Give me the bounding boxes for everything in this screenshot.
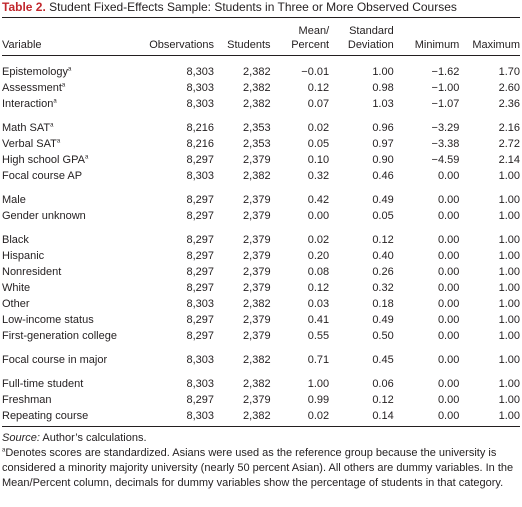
cell-observations: 8,297	[186, 210, 215, 222]
cell-observations: 8,303	[186, 378, 215, 390]
footnote-mark: a	[2, 447, 6, 454]
cell-students: 2,379	[243, 194, 271, 206]
table-row	[2, 312, 520, 328]
table-row	[2, 80, 520, 96]
cell-standard-deviation: 0.32	[372, 282, 394, 294]
cell-students: 2,382	[243, 82, 271, 94]
cell-maximum: 1.00	[498, 266, 520, 278]
cell-maximum: 1.00	[498, 210, 520, 222]
table-row	[2, 248, 520, 264]
source-text: Author’s calculations.	[42, 432, 147, 444]
cell-maximum: 2.16	[498, 122, 520, 134]
cell-standard-deviation: 0.14	[329, 408, 394, 427]
cell-students: 2,379	[243, 234, 271, 246]
cell-students: 2,379	[243, 250, 271, 262]
cell-students: 2,379	[243, 282, 271, 294]
cell-students: 2,382	[243, 354, 271, 366]
cell-students: 2,382	[243, 98, 271, 110]
footnote-marker: a	[61, 82, 66, 89]
table-row	[2, 296, 520, 312]
cell-minimum: 0.00	[437, 234, 460, 246]
cell-observations: 8,303	[186, 66, 215, 78]
table-row	[2, 280, 520, 296]
cell-observations: 8,303	[186, 298, 215, 310]
cell-mean-percent: 0.10	[307, 154, 330, 166]
cell-observations: 8,297	[186, 154, 215, 166]
cell-maximum: 2.14	[498, 154, 520, 166]
cell-observations: 8,303	[186, 170, 215, 182]
header-sd-line2: Deviation	[347, 39, 394, 51]
cell-maximum: 1.00	[498, 354, 520, 366]
table-row	[2, 96, 520, 112]
cell-standard-deviation: 1.03	[372, 98, 394, 110]
cell-maximum: 1.00	[498, 394, 520, 406]
cell-observations: 8,303	[186, 82, 215, 94]
cell-minimum: −1.62	[431, 66, 460, 78]
cell-mean-percent: 0.00	[307, 210, 330, 222]
cell-minimum: 0.00	[437, 298, 460, 310]
cell-variable: Repeating course	[2, 408, 133, 427]
cell-maximum: 1.00	[498, 314, 520, 326]
cell-minimum: −1.07	[431, 98, 460, 110]
cell-observations: 8,303	[186, 98, 215, 110]
cell-mean-percent: 0.02	[307, 122, 330, 134]
header-observations: Observations	[149, 39, 215, 51]
cell-variable: Gender unknown	[2, 210, 86, 222]
cell-maximum: 1.70	[498, 66, 520, 78]
cell-students: 2,379	[243, 266, 271, 278]
cell-variable: Math SAT$^a$	[2, 122, 54, 134]
cell-standard-deviation: 0.97	[372, 138, 394, 150]
cell-variable: Interaction$^a$	[2, 98, 57, 110]
cell-observations: 8,297	[186, 394, 215, 406]
table-row	[2, 208, 520, 224]
header-mean-line2: Percent	[291, 39, 330, 51]
cell-mean-percent: 0.32	[307, 170, 330, 182]
cell-variable: Other	[2, 298, 30, 310]
table-row	[2, 112, 520, 136]
cell-variable: Nonresident	[2, 266, 62, 278]
cell-mean-percent: 0.07	[307, 98, 330, 110]
source-note	[2, 431, 520, 446]
cell-variable: Verbal SAT$^a$	[2, 138, 61, 150]
cell-minimum: 0.00	[437, 210, 460, 222]
cell-minimum: −1.00	[431, 82, 460, 94]
cell-minimum: 0.00	[437, 170, 460, 182]
header-mean-line1: Mean/	[298, 25, 330, 37]
cell-variable: Assessment$^a$	[2, 82, 66, 94]
cell-standard-deviation: 1.00	[372, 66, 394, 78]
cell-minimum: 0.00	[437, 394, 460, 406]
table-title	[2, 0, 520, 18]
table-row	[2, 168, 520, 184]
cell-standard-deviation: 0.45	[372, 354, 394, 366]
footnote-marker: a	[50, 122, 54, 129]
cell-standard-deviation: 0.06	[372, 378, 394, 390]
cell-standard-deviation: 0.40	[372, 250, 394, 262]
table-notes	[2, 431, 520, 491]
cell-students: 2,382	[243, 378, 271, 390]
cell-observations: 8,216	[186, 122, 215, 134]
cell-observations: 8,303	[186, 354, 215, 366]
cell-mean-percent: 0.02	[271, 408, 330, 427]
cell-maximum: 2.36	[498, 98, 520, 110]
cell-variable: Freshman	[2, 394, 52, 406]
footnote-text: Denotes scores are standardized. Asians were used as the reference group because the university is considered a minority majority university (nearly 50 percent Asian). All others are dummy variables. In the Mean/Percent column, decimals for dummy variables show the percentage of students in that category.	[2, 447, 514, 489]
table-row	[2, 136, 520, 152]
cell-standard-deviation: 0.96	[372, 122, 394, 134]
cell-variable: Male	[2, 194, 26, 206]
footnote-marker: a	[53, 98, 57, 105]
cell-standard-deviation: 0.18	[372, 298, 394, 310]
cell-maximum: 1.00	[498, 250, 520, 262]
cell-maximum: 1.00	[498, 378, 520, 390]
cell-variable: Full-time student	[2, 378, 84, 390]
cell-mean-percent: 0.02	[307, 234, 330, 246]
cell-maximum: 1.00	[498, 194, 520, 206]
header-minimum: Minimum	[414, 39, 460, 51]
cell-students: 2,382	[243, 298, 271, 310]
cell-standard-deviation: 0.46	[372, 170, 394, 182]
cell-standard-deviation: 0.49	[372, 194, 394, 206]
cell-minimum: 0.00	[437, 194, 460, 206]
cell-mean-percent: 0.71	[307, 354, 330, 366]
cell-mean-percent: 0.12	[307, 82, 330, 94]
cell-variable: High school GPA$^a$	[2, 154, 89, 166]
cell-observations: 8,297	[186, 250, 215, 262]
cell-observations: 8,303	[133, 408, 214, 427]
cell-minimum: 0.00	[437, 250, 460, 262]
cell-standard-deviation: 0.26	[372, 266, 394, 278]
table-row	[2, 368, 520, 392]
header-students: Students	[227, 39, 271, 51]
cell-mean-percent: 0.41	[307, 314, 330, 326]
cell-observations: 8,297	[186, 234, 215, 246]
cell-mean-percent: 0.12	[307, 282, 330, 294]
cell-students: 2,353	[243, 122, 271, 134]
cell-observations: 8,297	[186, 282, 215, 294]
footnote-marker: a	[56, 138, 61, 145]
cell-minimum: −3.38	[431, 138, 460, 150]
cell-mean-percent: 0.42	[307, 194, 330, 206]
table-row	[2, 328, 520, 344]
cell-variable: Focal course in major	[2, 354, 108, 366]
cell-observations: 8,216	[186, 138, 215, 150]
table-row	[2, 264, 520, 280]
cell-minimum: 0.00	[437, 354, 460, 366]
table-row	[2, 152, 520, 168]
cell-students: 2,382	[243, 170, 271, 182]
footnote-marker: a	[68, 66, 72, 73]
cell-students: 2,353	[243, 138, 271, 150]
cell-variable: White	[2, 282, 31, 294]
cell-mean-percent: 0.20	[307, 250, 330, 262]
table-row	[2, 56, 520, 81]
cell-mean-percent: 0.05	[307, 138, 330, 150]
cell-students: 2,379	[243, 330, 271, 342]
cell-standard-deviation: 0.12	[372, 394, 394, 406]
cell-maximum: 2.60	[498, 82, 520, 94]
cell-students: 2,382	[214, 408, 271, 427]
table-row	[2, 184, 520, 208]
cell-maximum: 1.00	[498, 282, 520, 294]
cell-minimum: 0.00	[437, 314, 460, 326]
cell-mean-percent: 0.08	[307, 266, 330, 278]
cell-maximum: 1.00	[498, 330, 520, 342]
cell-variable: Low-income status	[2, 314, 94, 326]
summary-statistics-table	[2, 18, 520, 427]
table-row	[2, 344, 520, 368]
cell-standard-deviation: 0.50	[372, 330, 394, 342]
cell-maximum: 1.00	[459, 408, 520, 427]
table-row	[2, 408, 520, 427]
header-sd-line1: Standard	[349, 25, 394, 37]
source-label: Source:	[2, 432, 40, 444]
cell-variable: Hispanic	[2, 250, 45, 262]
cell-students: 2,379	[243, 394, 271, 406]
cell-mean-percent: 0.55	[307, 330, 330, 342]
cell-observations: 8,297	[186, 314, 215, 326]
cell-observations: 8,297	[186, 330, 215, 342]
cell-minimum: 0.00	[437, 266, 460, 278]
cell-mean-percent: 0.99	[307, 394, 330, 406]
table-label: Table 2.	[2, 0, 46, 14]
cell-variable: First-generation college	[2, 330, 117, 342]
cell-minimum: 0.00	[437, 282, 460, 294]
cell-minimum: 0.00	[437, 330, 460, 342]
header-row	[2, 18, 520, 56]
cell-students: 2,379	[243, 154, 271, 166]
cell-students: 2,379	[243, 210, 271, 222]
cell-mean-percent: 0.03	[307, 298, 330, 310]
table-row	[2, 392, 520, 408]
cell-variable: Epistemology$^a$	[2, 66, 72, 78]
cell-students: 2,379	[243, 314, 271, 326]
cell-minimum: −3.29	[431, 122, 460, 134]
cell-students: 2,382	[243, 66, 271, 78]
cell-minimum: 0.00	[394, 408, 460, 427]
cell-variable: Black	[2, 234, 29, 246]
cell-minimum: 0.00	[437, 378, 460, 390]
cell-standard-deviation: 0.49	[372, 314, 394, 326]
cell-variable: Focal course AP	[2, 170, 83, 182]
cell-observations: 8,297	[186, 194, 215, 206]
table-body	[2, 56, 520, 427]
footnote-marker: a	[84, 154, 89, 161]
header-standard-deviation	[329, 18, 394, 56]
cell-standard-deviation: 0.98	[372, 82, 394, 94]
cell-mean-percent: −0.01	[301, 66, 330, 78]
cell-observations: 8,297	[186, 266, 215, 278]
cell-standard-deviation: 0.12	[372, 234, 394, 246]
header-mean-percent	[271, 18, 330, 56]
footnote	[2, 446, 520, 491]
cell-minimum: −4.59	[431, 154, 460, 166]
cell-mean-percent: 1.00	[307, 378, 330, 390]
table-title-text: Student Fixed-Effects Sample: Students in Three or More Observed Courses	[49, 0, 457, 14]
cell-maximum: 1.00	[498, 170, 520, 182]
cell-maximum: 1.00	[498, 234, 520, 246]
cell-standard-deviation: 0.90	[372, 154, 394, 166]
table-row	[2, 224, 520, 248]
cell-maximum: 2.72	[498, 138, 520, 150]
cell-maximum: 1.00	[498, 298, 520, 310]
header-variable: Variable	[2, 39, 42, 51]
header-maximum: Maximum	[472, 39, 520, 51]
cell-standard-deviation: 0.05	[372, 210, 394, 222]
